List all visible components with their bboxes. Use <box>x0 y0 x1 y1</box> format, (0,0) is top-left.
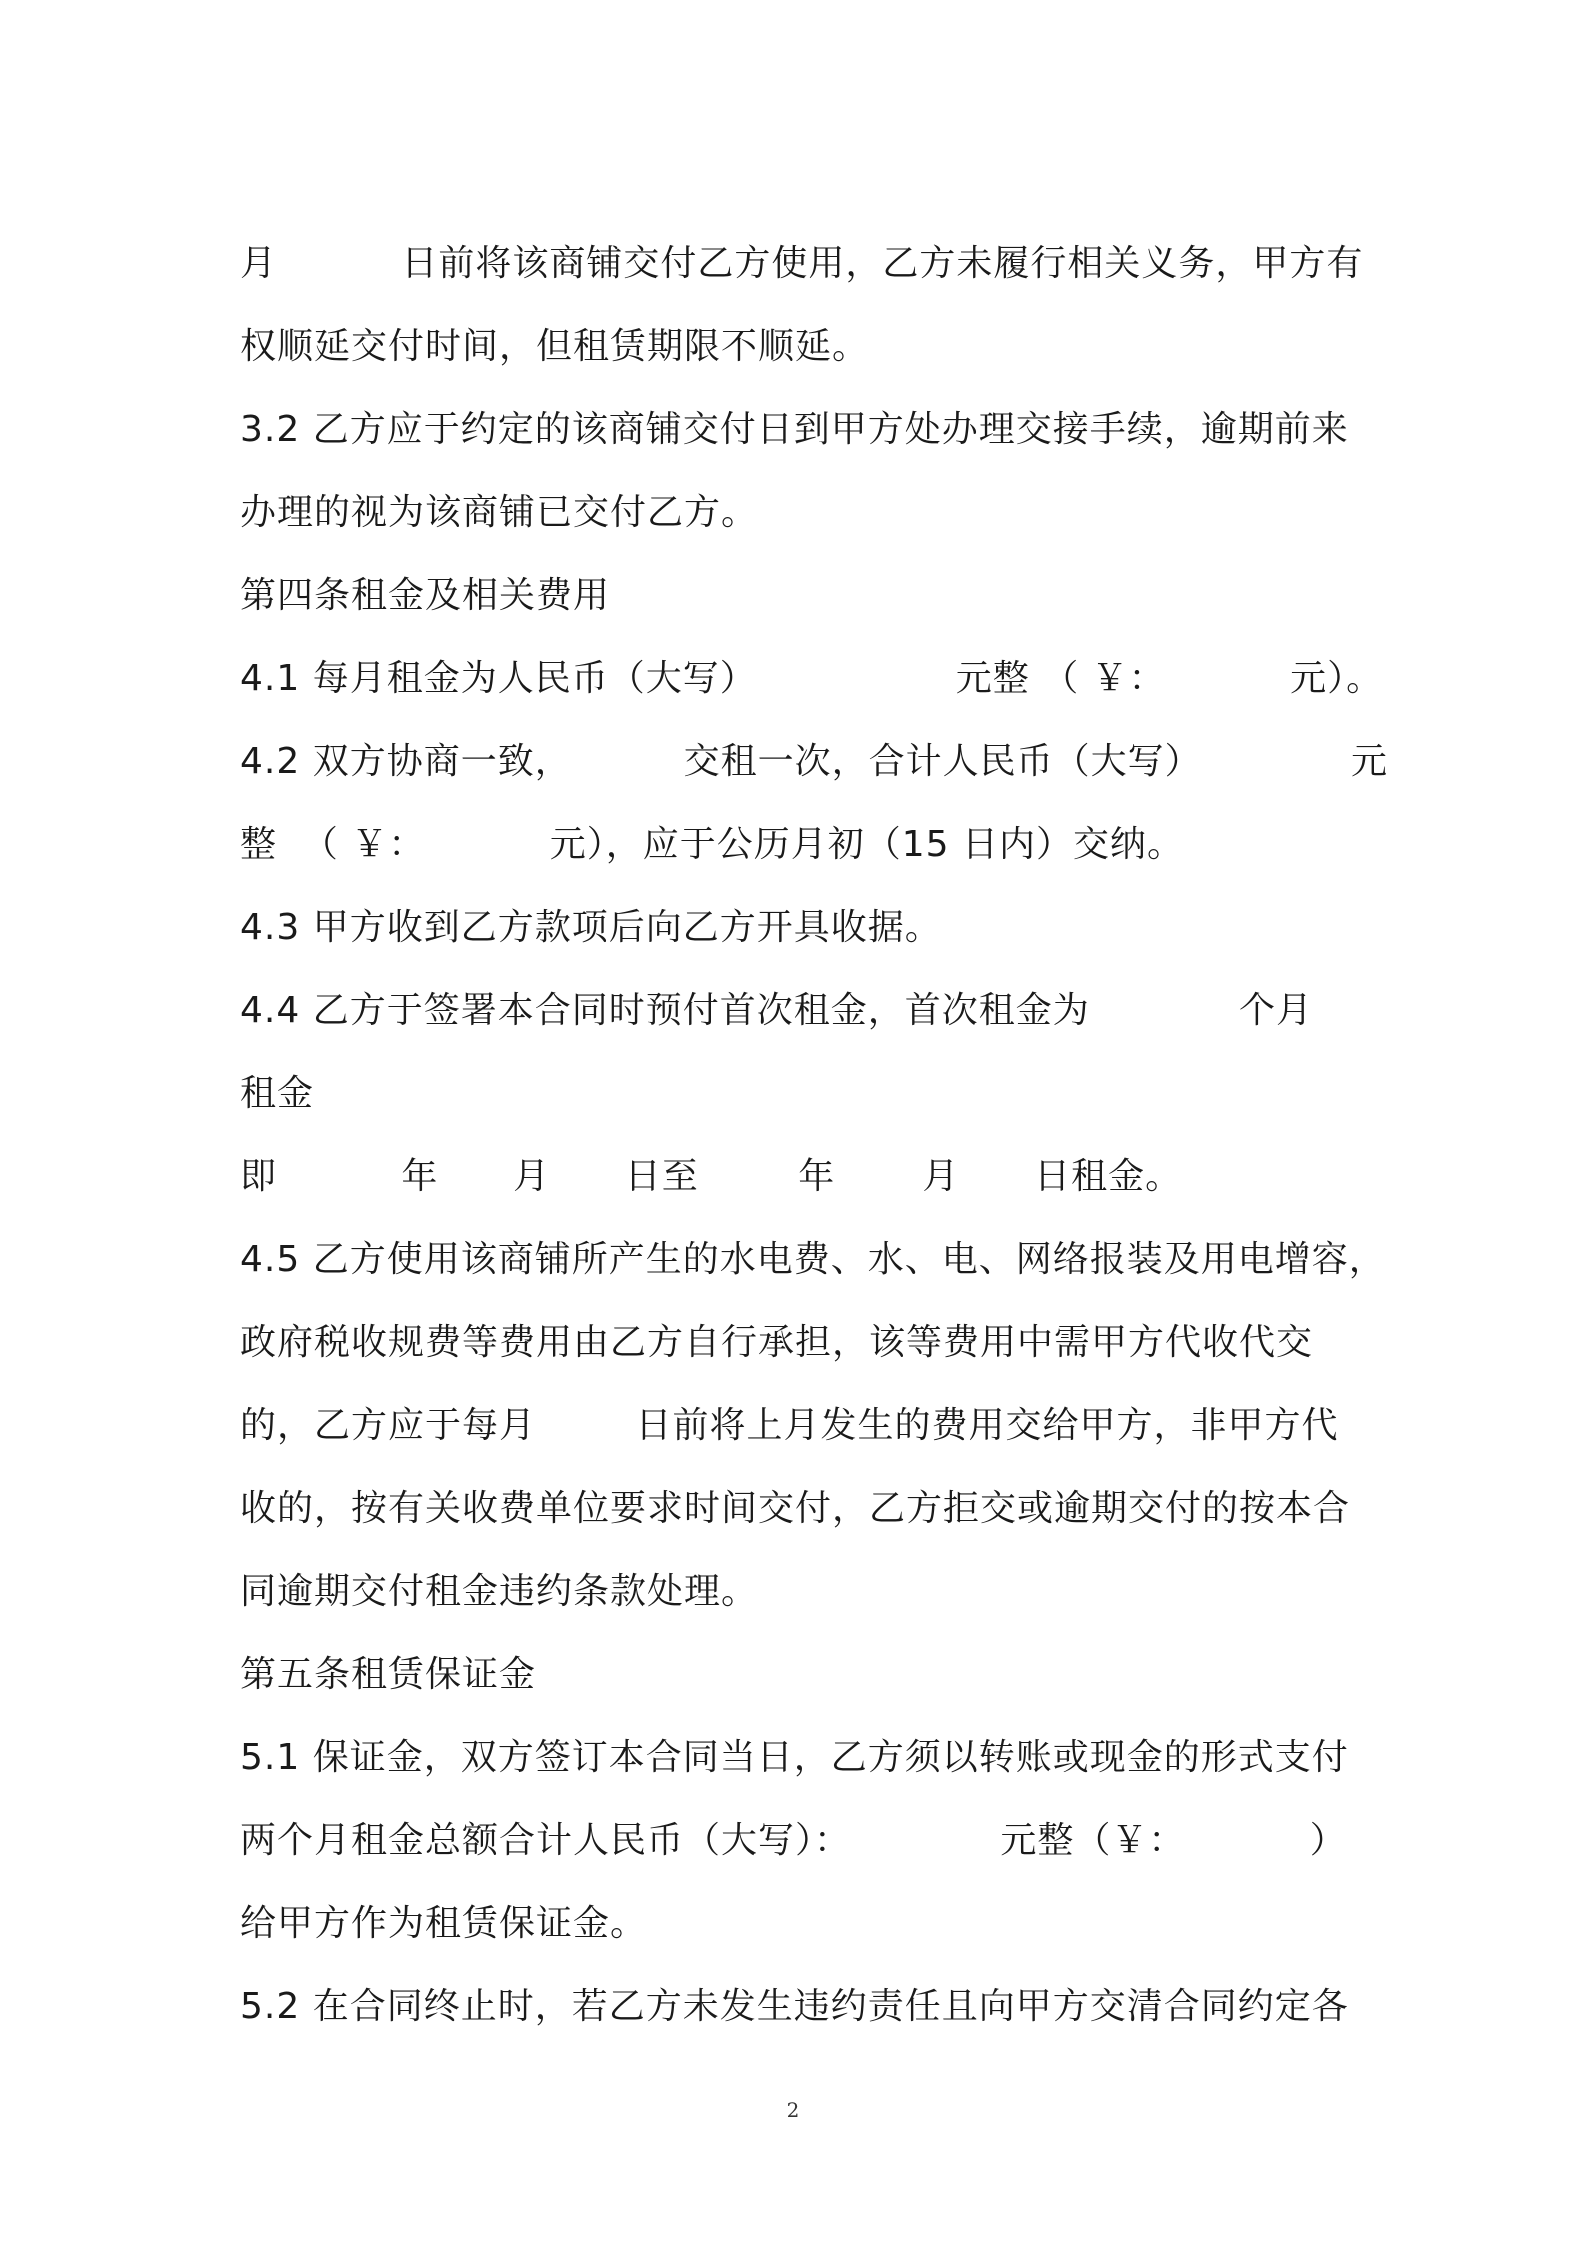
text-line: 同逾期交付租金违约条款处理。 <box>240 1571 759 1612</box>
text-line: 5.1 保证金，双方签订本合同当日，乙方须以转账或现金的形式支付 <box>240 1737 1349 1778</box>
section-heading: 第五条租赁保证金 <box>240 1654 537 1695</box>
text-line: 5.2 在合同终止时，若乙方未发生违约责任且向甲方交清合同约定各 <box>240 1986 1349 2027</box>
text-line: 两个月租金总额合计人民币（大写）： 元整（￥： ） <box>240 1820 1347 1861</box>
text-line: 3.2 乙方应于约定的该商铺交付日到甲方处办理交接手续，逾期前来 <box>240 409 1349 450</box>
text-line: 给甲方作为租赁保证金。 <box>240 1903 648 1944</box>
section-heading: 第四条租金及相关费用 <box>240 575 611 616</box>
text-line: 收的，按有关收费单位要求时间交付，乙方拒交或逾期交付的按本合 <box>240 1488 1351 1529</box>
text-line: 4.5 乙方使用该商铺所产生的水电费、水、电、网络报装及用电增容， <box>240 1239 1386 1280</box>
text-line: 4.2 双方协商一致， 交租一次，合计人民币（大写） 元 <box>240 741 1389 782</box>
text-line: 办理的视为该商铺已交付乙方。 <box>240 492 759 533</box>
text-line: 4.1 每月租金为人民币（大写） 元整 （ ￥： 元）。 <box>240 658 1384 699</box>
text-line: 政府税收规费等费用由乙方自行承担，该等费用中需甲方代收代交 <box>240 1322 1314 1363</box>
text-line: 即 年 月 日至 年 月 日租金。 <box>240 1156 1183 1197</box>
text-line: 权顺延交付时间，但租赁期限不顺延。 <box>240 326 870 367</box>
text-line: 4.4 乙方于签署本合同时预付首次租金，首次租金为 个月 <box>240 990 1314 1031</box>
text-line: 月 日前将该商铺交付乙方使用，乙方未履行相关义务，甲方有 <box>240 243 1364 284</box>
text-line: 的，乙方应于每月 日前将上月发生的费用交给甲方，非甲方代 <box>240 1405 1339 1446</box>
text-line: 租金 <box>240 1073 315 1114</box>
text-line: 4.3 甲方收到乙方款项后向乙方开具收据。 <box>240 907 942 948</box>
page-number: 2 <box>786 2098 800 2122</box>
text-line: 整 （ ￥： 元），应于公历月初（15 日内）交纳。 <box>240 824 1185 865</box>
